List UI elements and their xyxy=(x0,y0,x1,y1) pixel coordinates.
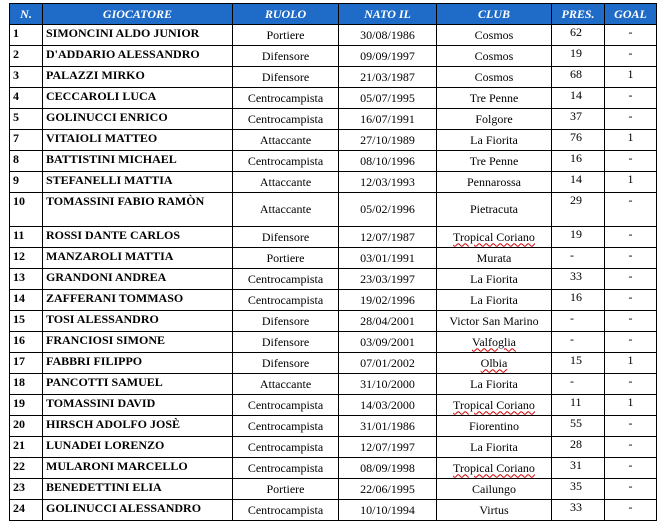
player-appearances: 33 xyxy=(552,500,605,521)
table-row xyxy=(10,151,657,172)
player-appearances: - xyxy=(552,374,605,395)
player-birthdate: 12/07/1987 xyxy=(339,227,437,248)
player-number: 5 xyxy=(10,109,43,130)
player-birthdate: 03/09/2001 xyxy=(339,332,437,353)
player-appearances: 31 xyxy=(552,458,605,479)
table-row xyxy=(10,332,657,353)
table-row xyxy=(10,458,657,479)
player-role: Centrocampista xyxy=(233,109,339,130)
player-name: BENEDETTINI ELIA xyxy=(43,479,233,500)
player-name: SIMONCINI ALDO JUNIOR xyxy=(43,25,233,46)
club-name: Tropical Coriano xyxy=(453,460,535,475)
player-birthdate: 16/07/1991 xyxy=(339,109,437,130)
player-club: Fiorentino xyxy=(437,416,552,437)
player-role: Centrocampista xyxy=(233,88,339,109)
player-number: 9 xyxy=(10,172,43,193)
player-birthdate: 23/03/1997 xyxy=(339,269,437,290)
player-appearances: 14 xyxy=(552,88,605,109)
player-number: 24 xyxy=(10,500,43,521)
player-appearances: 35 xyxy=(552,479,605,500)
player-goals: 1 xyxy=(605,353,657,374)
player-goals: - xyxy=(605,193,657,227)
player-birthdate: 08/10/1996 xyxy=(339,151,437,172)
table-row xyxy=(10,130,657,151)
player-club: Virtus xyxy=(437,500,552,521)
roster-body xyxy=(10,25,657,521)
club-name: Olbia xyxy=(480,355,508,370)
player-goals: - xyxy=(605,332,657,353)
table-row xyxy=(10,88,657,109)
player-birthdate: 05/02/1996 xyxy=(339,193,437,227)
player-number: 22 xyxy=(10,458,43,479)
player-club: La Fiorita xyxy=(437,130,552,151)
player-role: Difensore xyxy=(233,353,339,374)
player-club xyxy=(437,353,552,374)
player-goals: - xyxy=(605,88,657,109)
player-club: Cailungo xyxy=(437,479,552,500)
player-goals: - xyxy=(605,109,657,130)
header-born: NATO IL xyxy=(339,4,437,25)
player-role: Difensore xyxy=(233,332,339,353)
table-row xyxy=(10,248,657,269)
player-role: Portiere xyxy=(233,479,339,500)
player-name: CECCAROLI LUCA xyxy=(43,88,233,109)
player-name: GOLINUCCI ALESSANDRO xyxy=(43,500,233,521)
player-goals: 1 xyxy=(605,395,657,416)
table-row xyxy=(10,269,657,290)
table-row xyxy=(10,109,657,130)
table-row xyxy=(10,25,657,46)
player-number: 20 xyxy=(10,416,43,437)
player-number: 10 xyxy=(10,193,43,227)
player-birthdate: 03/01/1991 xyxy=(339,248,437,269)
player-goals: - xyxy=(605,269,657,290)
player-role: Difensore xyxy=(233,227,339,248)
player-goals: - xyxy=(605,25,657,46)
player-appearances: 11 xyxy=(552,395,605,416)
player-birthdate: 12/07/1997 xyxy=(339,437,437,458)
player-role: Centrocampista xyxy=(233,290,339,311)
player-number: 14 xyxy=(10,290,43,311)
player-number: 16 xyxy=(10,332,43,353)
player-goals: - xyxy=(605,46,657,67)
player-appearances: 19 xyxy=(552,227,605,248)
player-name: HIRSCH ADOLFO JOSÈ xyxy=(43,416,233,437)
player-number: 1 xyxy=(10,25,43,46)
header-number: N. xyxy=(10,4,43,25)
player-number: 3 xyxy=(10,67,43,88)
player-club: La Fiorita xyxy=(437,437,552,458)
player-role: Centrocampista xyxy=(233,395,339,416)
table-row xyxy=(10,395,657,416)
player-name: FRANCIOSI SIMONE xyxy=(43,332,233,353)
player-number: 12 xyxy=(10,248,43,269)
player-birthdate: 22/06/1995 xyxy=(339,479,437,500)
table-row xyxy=(10,353,657,374)
player-appearances: - xyxy=(552,311,605,332)
player-appearances: 15 xyxy=(552,353,605,374)
table-header-row xyxy=(10,4,657,25)
player-role: Portiere xyxy=(233,25,339,46)
player-appearances: 28 xyxy=(552,437,605,458)
player-name: MANZAROLI MATTIA xyxy=(43,248,233,269)
player-number: 18 xyxy=(10,374,43,395)
player-number: 19 xyxy=(10,395,43,416)
player-club: Murata xyxy=(437,248,552,269)
player-club: La Fiorita xyxy=(437,374,552,395)
player-goals: - xyxy=(605,374,657,395)
player-birthdate: 14/03/2000 xyxy=(339,395,437,416)
player-name: LUNADEI LORENZO xyxy=(43,437,233,458)
player-name: PALAZZI MIRKO xyxy=(43,67,233,88)
club-name: Tropical Coriano xyxy=(453,397,535,412)
player-birthdate: 31/01/1986 xyxy=(339,416,437,437)
player-name: ROSSI DANTE CARLOS xyxy=(43,227,233,248)
table-row xyxy=(10,374,657,395)
player-goals: 1 xyxy=(605,67,657,88)
player-birthdate: 07/01/2002 xyxy=(339,353,437,374)
player-name: MULARONI MARCELLO xyxy=(43,458,233,479)
player-appearances: 76 xyxy=(552,130,605,151)
player-name: TOMASSINI DAVID xyxy=(43,395,233,416)
player-number: 2 xyxy=(10,46,43,67)
header-appearances: PRES. xyxy=(552,4,605,25)
table-row xyxy=(10,67,657,88)
table-row xyxy=(10,172,657,193)
player-club: Victor San Marino xyxy=(437,311,552,332)
table-row xyxy=(10,227,657,248)
club-name: Tropical Coriano xyxy=(453,229,535,244)
player-club xyxy=(437,332,552,353)
player-birthdate: 08/09/1998 xyxy=(339,458,437,479)
table-row xyxy=(10,46,657,67)
table-row xyxy=(10,479,657,500)
player-appearances: 68 xyxy=(552,67,605,88)
player-number: 23 xyxy=(10,479,43,500)
player-birthdate: 21/03/1987 xyxy=(339,67,437,88)
player-name: FABBRI FILIPPO xyxy=(43,353,233,374)
player-role: Attaccante xyxy=(233,130,339,151)
player-birthdate: 19/02/1996 xyxy=(339,290,437,311)
header-player: GIOCATORE xyxy=(43,4,233,25)
player-goals: - xyxy=(605,458,657,479)
player-appearances: 62 xyxy=(552,25,605,46)
player-appearances: 33 xyxy=(552,269,605,290)
player-name: BATTISTINI MICHAEL xyxy=(43,151,233,172)
player-role: Attaccante xyxy=(233,193,339,227)
player-goals: - xyxy=(605,311,657,332)
player-appearances: 14 xyxy=(552,172,605,193)
player-name: TOMASSINI FABIO RAMÒN xyxy=(43,193,233,227)
player-goals: 1 xyxy=(605,172,657,193)
header-role: RUOLO xyxy=(233,4,339,25)
header-club: CLUB xyxy=(437,4,552,25)
roster-table xyxy=(9,3,657,521)
player-role: Portiere xyxy=(233,248,339,269)
player-name: ZAFFERANI TOMMASO xyxy=(43,290,233,311)
player-goals: 1 xyxy=(605,130,657,151)
player-appearances: 16 xyxy=(552,290,605,311)
player-club xyxy=(437,227,552,248)
player-appearances: 55 xyxy=(552,416,605,437)
player-club xyxy=(437,395,552,416)
player-number: 8 xyxy=(10,151,43,172)
player-goals: - xyxy=(605,248,657,269)
player-club: Tre Penne xyxy=(437,151,552,172)
player-club: Cosmos xyxy=(437,25,552,46)
player-appearances: - xyxy=(552,248,605,269)
table-row xyxy=(10,193,657,227)
player-name: VITAIOLI MATTEO xyxy=(43,130,233,151)
player-number: 13 xyxy=(10,269,43,290)
player-role: Centrocampista xyxy=(233,500,339,521)
player-name: PANCOTTI SAMUEL xyxy=(43,374,233,395)
player-name: GRANDONI ANDREA xyxy=(43,269,233,290)
player-role: Difensore xyxy=(233,311,339,332)
player-club: Folgore xyxy=(437,109,552,130)
player-role: Centrocampista xyxy=(233,458,339,479)
player-birthdate: 31/10/2000 xyxy=(339,374,437,395)
player-club: Cosmos xyxy=(437,67,552,88)
player-club: Pennarossa xyxy=(437,172,552,193)
player-name: GOLINUCCI ENRICO xyxy=(43,109,233,130)
player-number: 21 xyxy=(10,437,43,458)
player-birthdate: 27/10/1989 xyxy=(339,130,437,151)
player-goals: - xyxy=(605,227,657,248)
player-role: Centrocampista xyxy=(233,269,339,290)
player-number: 11 xyxy=(10,227,43,248)
player-goals: - xyxy=(605,437,657,458)
player-name: STEFANELLI MATTIA xyxy=(43,172,233,193)
player-role: Attaccante xyxy=(233,374,339,395)
player-goals: - xyxy=(605,151,657,172)
player-club: Pietracuta xyxy=(437,193,552,227)
player-name: D'ADDARIO ALESSANDRO xyxy=(43,46,233,67)
player-role: Attaccante xyxy=(233,172,339,193)
table-row xyxy=(10,311,657,332)
player-birthdate: 09/09/1997 xyxy=(339,46,437,67)
roster-table-container xyxy=(9,3,656,521)
table-row xyxy=(10,437,657,458)
player-goals: - xyxy=(605,500,657,521)
player-birthdate: 30/08/1986 xyxy=(339,25,437,46)
player-role: Centrocampista xyxy=(233,416,339,437)
player-club: La Fiorita xyxy=(437,269,552,290)
player-role: Difensore xyxy=(233,46,339,67)
table-row xyxy=(10,290,657,311)
player-club: Cosmos xyxy=(437,46,552,67)
player-birthdate: 28/04/2001 xyxy=(339,311,437,332)
player-club: La Fiorita xyxy=(437,290,552,311)
table-row xyxy=(10,416,657,437)
player-role: Centrocampista xyxy=(233,151,339,172)
player-number: 4 xyxy=(10,88,43,109)
player-goals: - xyxy=(605,416,657,437)
player-club: Tre Penne xyxy=(437,88,552,109)
player-appearances: 37 xyxy=(552,109,605,130)
player-appearances: 19 xyxy=(552,46,605,67)
player-role: Centrocampista xyxy=(233,437,339,458)
player-number: 15 xyxy=(10,311,43,332)
table-row xyxy=(10,500,657,521)
player-name: TOSI ALESSANDRO xyxy=(43,311,233,332)
player-number: 7 xyxy=(10,130,43,151)
player-birthdate: 05/07/1995 xyxy=(339,88,437,109)
player-appearances: 29 xyxy=(552,193,605,227)
player-appearances: 16 xyxy=(552,151,605,172)
player-goals: - xyxy=(605,479,657,500)
player-goals: - xyxy=(605,290,657,311)
header-goals: GOAL xyxy=(605,4,657,25)
player-number: 17 xyxy=(10,353,43,374)
player-appearances: - xyxy=(552,332,605,353)
player-birthdate: 10/10/1994 xyxy=(339,500,437,521)
player-role: Difensore xyxy=(233,67,339,88)
club-name: Valfoglia xyxy=(472,334,516,349)
player-club xyxy=(437,458,552,479)
player-birthdate: 12/03/1993 xyxy=(339,172,437,193)
